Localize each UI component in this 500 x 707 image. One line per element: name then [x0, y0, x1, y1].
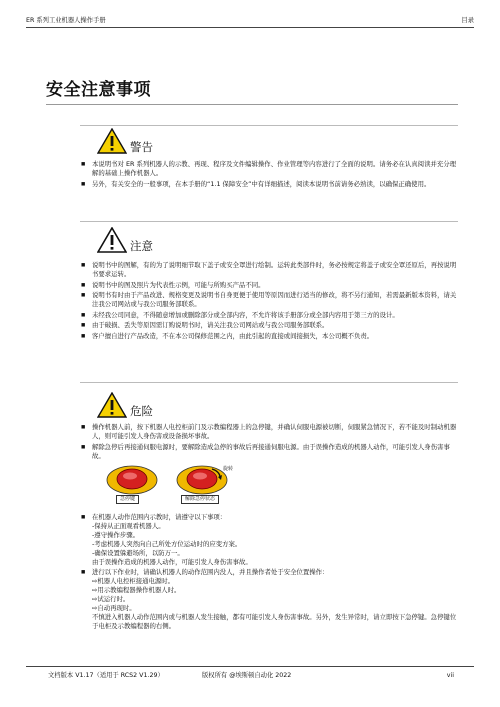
rotate-label: 旋转	[223, 465, 234, 472]
list-item: ■ 本说明书对 ER 系列机器人的示教、再现、程序及文件编辑操作、作业管理等内容进行了全面的说明。请务必在认真阅读并充分理解的基础上操作机器人。	[80, 160, 460, 178]
list-item: ■ 另外，有关安全的一般事项，在本手册的“1.1 保障安全”中有详细描述，阅读本说明书前请务必熟读，以确保正确使用。	[80, 180, 460, 189]
caution-label: 注意	[130, 239, 153, 253]
page-title: 安全注意事项	[46, 80, 151, 100]
list-item	[80, 568, 460, 631]
danger-divider	[80, 382, 458, 383]
danger-triangle-icon	[97, 392, 127, 418]
list-item: ■ 未经我公司同意，不得随意增加或删除部分或全部内容，不允许将该手册部分或全部内容用于第三方的设计。	[80, 311, 460, 320]
footer-copyright: 版权所有 @埃斯顿自动化 2022	[202, 672, 292, 679]
list-line: ■ 进行以下作业时，请确认机器人的动作范围内没人，并且操作者处于安全位置操作：	[92, 568, 329, 576]
danger-section	[80, 392, 460, 633]
list-line: 不慎进入机器人动作范围内或与机器人发生接触，都有可能引发人身伤害事故。另外，发生异常时，请立即按下急停键。急停键位于电柜及示教编程器的右侧。	[92, 613, 457, 630]
list-line: -考虑机器人突然向自己所处方位运动时的应变方案。	[92, 539, 242, 548]
title-divider	[46, 104, 458, 105]
estop-figure	[80, 465, 460, 507]
warning-divider	[80, 125, 458, 126]
list-line: ⇨试运行时。	[92, 595, 130, 603]
release-estop-button-icon	[176, 465, 228, 495]
list-line: 由于误操作造成的机器人动作，可能引发人身伤害事故。	[92, 557, 252, 566]
list-item: ■ 操作机器人前，按下机器人电控柜前门及示教编程器上的急停键，并确认伺服电源被切断，伺服紧急情况下，若不能及时制动机器人，则可能引发人身伤害或设备损坏事故。	[80, 423, 460, 441]
list-line: ⇨用示教编程器操作机器人时。	[92, 586, 181, 594]
header-section: 目录	[461, 17, 474, 24]
warning-signal	[80, 128, 460, 158]
caution-section	[80, 227, 460, 342]
footer-version: 文档版本 V1.17（适用于 RCS2 V1.29）	[48, 672, 164, 679]
caption-estop: 急停键	[116, 495, 139, 504]
footer-page-number: vii	[446, 672, 454, 679]
list-item: ■ 解除急停后再接通伺服电源时，要解除造成急停的事故后再接通伺服电源。由于误操作造成的机器人动作，可能引发人身伤害事故。	[80, 443, 460, 461]
footer-divider	[26, 666, 474, 667]
list-line: -确保设置躲避场所，以防万一。	[92, 548, 184, 557]
list-item: ■ 说明书有时由于产品改进、规格变更及说明书自身更便于使用等原因而进行适当的修改，将不另行通知，若需最新版本资料，请关注我公司网站或与我公司服务部联系。	[80, 291, 460, 309]
caution-triangle-icon	[97, 227, 127, 253]
emergency-stop-button-icon	[106, 465, 158, 495]
warning-section	[80, 128, 460, 190]
caption-release: 解除急停状态	[181, 495, 219, 504]
danger-signal	[80, 392, 460, 422]
header-divider	[26, 27, 474, 28]
warning-triangle-icon	[97, 128, 127, 154]
header-manual-title: ER 系列工业机器人操作手册	[26, 17, 106, 24]
danger-label: 危险	[130, 404, 153, 418]
list-item: ■ 说明书中的图解，有的为了说明细节取下盖子或安全罩进行绘制。运转此类部件时，务必按规定将盖子或安全罩还原后，再按说明书要求运转。	[80, 261, 460, 279]
list-item: ■ 由于破损、丢失等原因需订购说明书时，请关注我公司网站或与我公司服务部联系。	[80, 321, 460, 330]
caution-signal	[80, 227, 460, 257]
caution-divider	[80, 221, 458, 222]
list-item: ■ 说明书中的图及照片为代表性示例，可能与所购买产品不同。	[80, 281, 460, 290]
list-line: -保持从正面观看机器人。	[92, 521, 165, 530]
list-line: ⇨自动再现时。	[92, 604, 136, 612]
warning-label: 警告	[130, 140, 153, 154]
list-line: ■ 在机器人动作范围内示教时，请遵守以下事项：	[92, 512, 227, 521]
list-line: ⇨机器人电控柜接通电源时。	[92, 577, 175, 585]
list-item	[80, 513, 460, 567]
list-line: -遵守操作步骤。	[92, 530, 140, 539]
list-item: ■ 客户擅自进行产品改造，不在本公司保修范围之内，由此引起的直接或间接损失，本公司概不负责。	[80, 332, 460, 341]
